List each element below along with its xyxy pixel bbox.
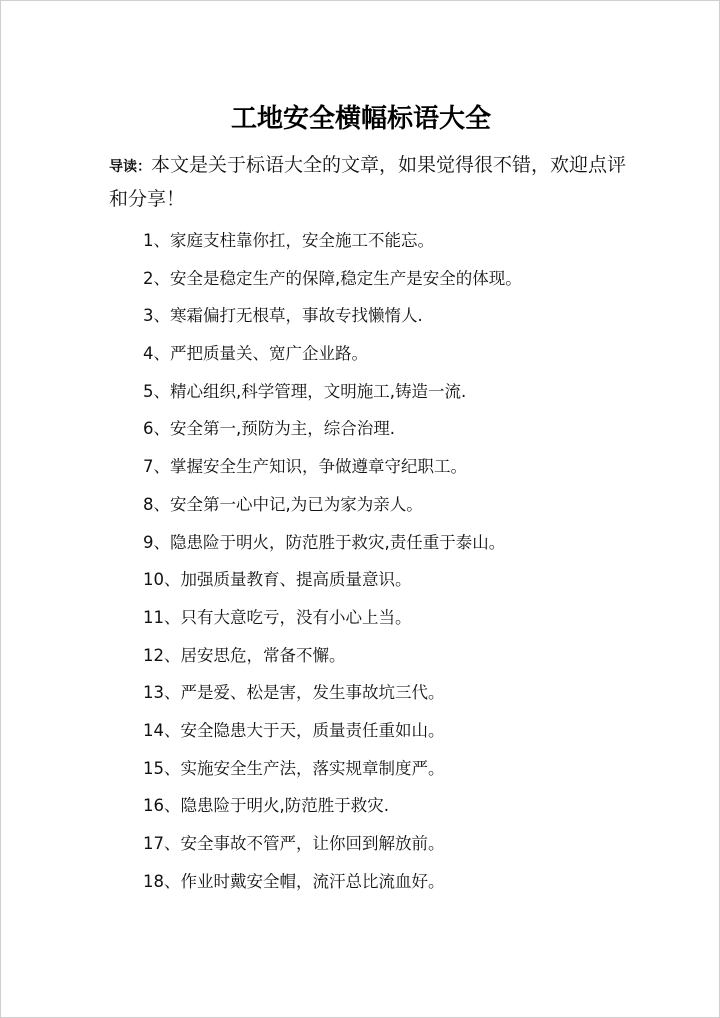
list-item: 9、隐患险于明火，防范胜于救灾,责任重于泰山。 [143,532,506,552]
list-item: 17、安全事故不管严，让你回到解放前。 [143,834,445,853]
list-item: 8、安全第一心中记,为已为家为亲人。 [143,494,423,514]
list-item: 2、安全是稳定生产的保障,稳定生产是安全的体现。 [143,268,522,288]
list-item: 5、精心组织,科学管理，文明施工,铸造一流. [143,381,467,401]
list-item: 12、居安思危，常备不懈。 [143,645,346,665]
list-item: 3、寒霜偏打无根草，事故专找懒惰人. [143,306,423,326]
list-item: 15、实施安全生产法，落实规章制度严。 [143,758,445,778]
list-item: 13、严是爱、松是害，发生事故坑三代。 [143,683,445,703]
list-item: 10、加强质量教育、提高质量意识。 [143,570,412,590]
intro-paragraph [109,149,629,215]
intro-label: 导读： [109,159,151,175]
list-item: 6、安全第一,预防为主，综合治理. [143,419,395,439]
list-item: 4、严把质量关、宽广企业路。 [143,344,368,364]
list-item: 1、家庭支柱靠你扛，安全施工不能忘。 [143,231,434,250]
page-title: 工地安全横幅标语大全 [230,104,491,134]
list-item: 16、隐患险于明火,防范胜于救灾. [143,796,389,816]
list-item: 14、安全隐患大于天，质量责任重如山。 [143,720,445,740]
list-item: 11、只有大意吃亏，没有小心上当。 [143,607,412,627]
list-item: 18、作业时戴安全帽，流汗总比流血好。 [143,871,445,891]
intro-text: 本文是关于标语大全的文章，如果觉得很不错，欢迎点评和分享！ [109,154,627,210]
slogan-list [143,226,683,904]
list-item: 7、掌握安全生产知识，争做遵章守纪职工。 [143,457,467,477]
